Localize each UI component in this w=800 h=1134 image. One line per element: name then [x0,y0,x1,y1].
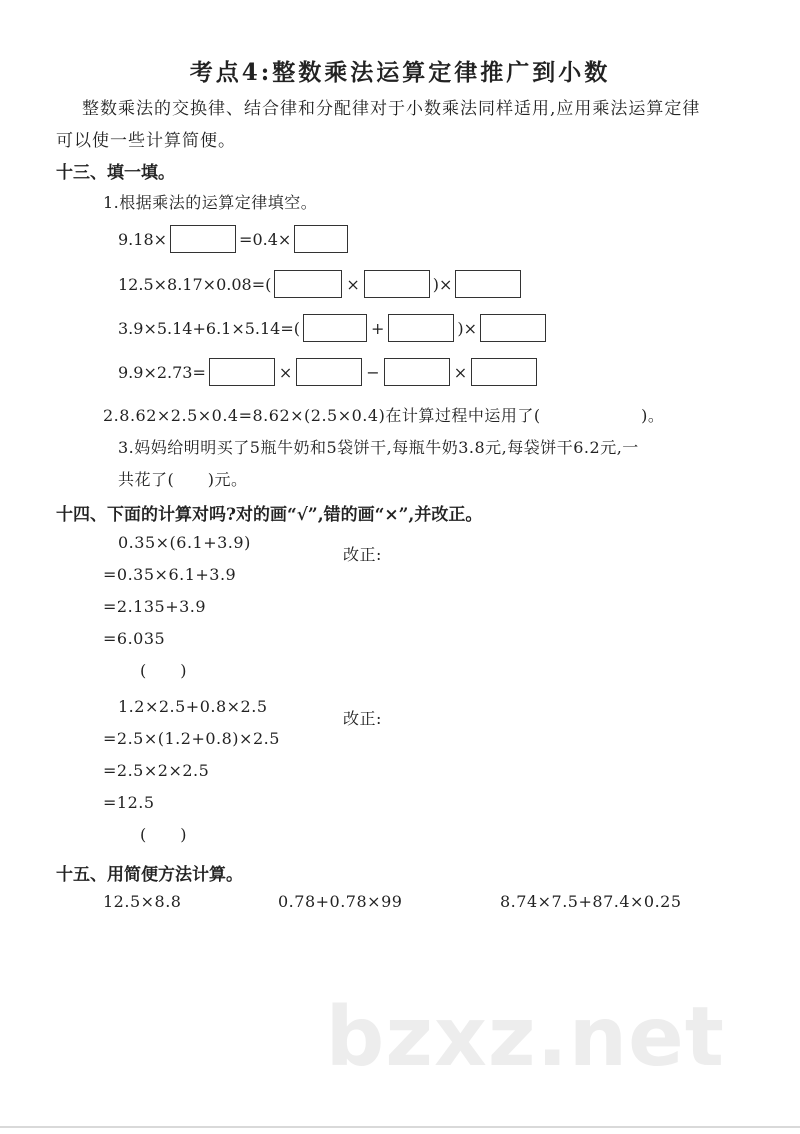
answer-box[interactable] [170,225,236,253]
p1-line-1: 0.35×(6.1+3.9) [118,533,251,552]
q1-row-2 [118,270,524,298]
p1-line-3: =2.135+3.9 [103,597,207,616]
p2-line-4: =12.5 [103,793,155,812]
watermark: bzxz.net [325,990,725,1085]
q1-row-1 [118,225,351,253]
section-13-heading: 十三、填一填。 [56,163,175,183]
section-15-heading: 十五、用简便方法计算。 [56,865,243,885]
calc-expression-2: 0.78+0.78×99 [278,892,403,911]
row3-op-c: )× [457,318,478,338]
answer-box[interactable] [480,314,546,342]
q2-text: 2.8.62×2.5×0.4=8.62×(2.5×0.4)在计算过程中运用了( )。 [103,406,665,425]
q1-prompt: 1.根据乘法的运算定律填空。 [103,193,318,212]
p1-judgement-paren[interactable]: ( ) [140,661,187,680]
p2-line-1: 1.2×2.5+0.8×2.5 [118,697,268,716]
intro-line-2: 可以使一些计算简便。 [56,131,236,151]
q3-line-1: 3.妈妈给明明买了5瓶牛奶和5袋饼干,每瓶牛奶3.8元,每袋饼干6.2元,一 [118,438,639,457]
answer-box[interactable] [471,358,537,386]
p2-correction-label: 改正: [343,709,382,728]
page-bottom-divider [0,1126,800,1128]
answer-box[interactable] [303,314,367,342]
page-title: 考点4:整数乘法运算定律推广到小数 [189,59,611,86]
answer-box[interactable] [364,270,430,298]
p1-line-4: =6.035 [103,629,166,648]
row3-expr-a: 3.9×5.14+6.1×5.14=( [118,318,301,338]
answer-box[interactable] [384,358,450,386]
intro-line-1: 整数乘法的交换律、结合律和分配律对于小数乘法同样适用,应用乘法运算定律 [82,99,701,119]
section-14-heading: 十四、下面的计算对吗?对的画“√”,错的画“×”,并改正。 [56,505,483,525]
p2-line-3: =2.5×2×2.5 [103,761,210,780]
calc-expression-3: 8.74×7.5+87.4×0.25 [500,892,682,911]
row2-op-b: × [346,274,360,294]
calc-expression-1: 12.5×8.8 [103,892,182,911]
row4-op-d: × [453,362,468,382]
answer-box[interactable] [388,314,454,342]
answer-box[interactable] [274,270,342,298]
row3-op-b: + [371,318,385,338]
row2-expr-a: 12.5×8.17×0.08=( [118,274,272,294]
answer-box[interactable] [294,225,348,253]
p2-judgement-paren[interactable]: ( ) [140,825,187,844]
row1-expr-a: 9.18× [118,229,168,249]
answer-box[interactable] [209,358,275,386]
answer-box[interactable] [455,270,521,298]
p2-line-2: =2.5×(1.2+0.8)×2.5 [103,729,280,748]
q1-row-4 [118,358,540,386]
q3-line-2: 共花了( )元。 [118,470,248,489]
row4-op-c: − [366,362,380,382]
row4-expr-a: 9.9×2.73= [118,362,206,382]
row1-expr-b: =0.4× [239,229,292,249]
q1-row-3 [118,314,549,342]
p1-line-2: =0.35×6.1+3.9 [103,565,237,584]
row4-op-b: × [278,362,293,382]
p1-correction-label: 改正: [343,545,382,564]
answer-box[interactable] [296,358,362,386]
row2-op-c: )× [432,274,453,294]
